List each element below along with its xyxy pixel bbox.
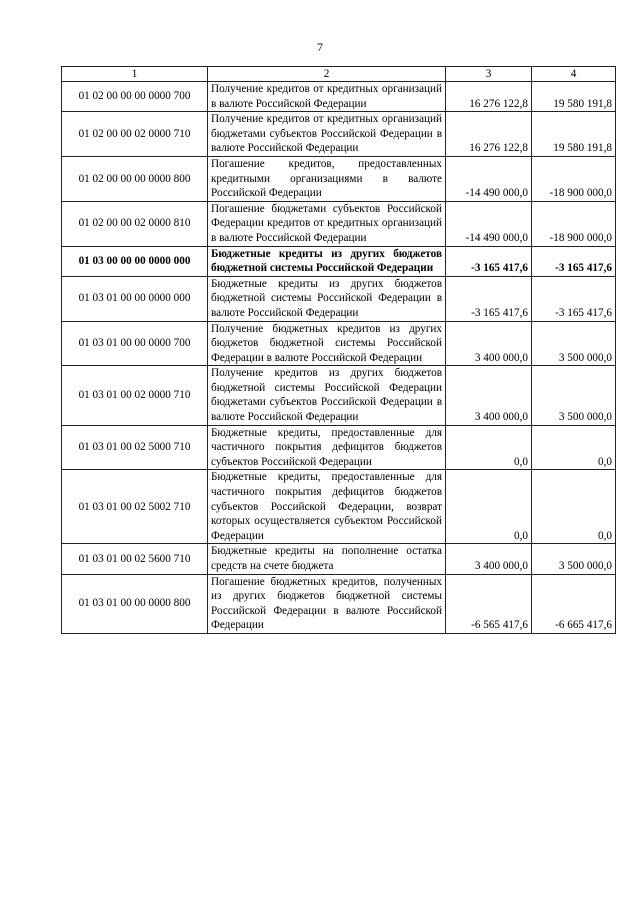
row-name: Получение кредитов из других бюджетов бюджетной системы Российской Федерации бюджетами субъектов Российской Федерации в валюте Российской Федерации — [208, 366, 446, 425]
row-name: Получение бюджетных кредитов из других бюджетов бюджетной системы Российской Федерации в валюте Российской Федерации — [208, 321, 446, 366]
row-name: Погашение кредитов, предоставленных кредитными организациями в валюте Российской Федерации — [208, 156, 446, 201]
row-value-3: -3 165 417,6 — [446, 246, 532, 276]
row-name: Бюджетные кредиты, предоставленные для частичного покрытия дефицитов бюджетов субъектов Российской Федерации, возврат которых осуществляется субъектом Российской Федерации — [208, 470, 446, 544]
table-row — [62, 112, 616, 157]
table-row — [62, 276, 616, 321]
row-value-4: 0,0 — [532, 425, 616, 470]
row-value-3: 16 276 122,8 — [446, 112, 532, 157]
row-value-4: -18 900 000,0 — [532, 156, 616, 201]
row-code: 01 03 01 00 00 0000 000 — [62, 276, 208, 321]
table-row — [62, 366, 616, 425]
row-code: 01 02 00 00 02 0000 810 — [62, 201, 208, 246]
table-row — [62, 470, 616, 544]
row-name: Бюджетные кредиты, предоставленные для частичного покрытия дефицитов бюджетов субъектов Российской Федерации — [208, 425, 446, 470]
row-value-3: -14 490 000,0 — [446, 156, 532, 201]
row-code: 01 03 01 00 02 0000 710 — [62, 366, 208, 425]
row-code: 01 03 01 00 02 5000 710 — [62, 425, 208, 470]
row-value-3: 3 400 000,0 — [446, 321, 532, 366]
table-row — [62, 544, 616, 574]
row-name: Получение кредитов от кредитных организаций в валюте Российской Федерации — [208, 82, 446, 112]
row-code: 01 03 01 00 02 5002 710 — [62, 470, 208, 544]
row-name: Погашение бюджетных кредитов, полученных из других бюджетов бюджетной системы Российской Федерации в валюте Российской Федерации — [208, 574, 446, 633]
row-value-4: -3 165 417,6 — [532, 246, 616, 276]
row-value-4: -3 165 417,6 — [532, 276, 616, 321]
row-code: 01 02 00 00 00 0000 700 — [62, 82, 208, 112]
row-value-3: -6 565 417,6 — [446, 574, 532, 633]
row-value-4: 19 580 191,8 — [532, 112, 616, 157]
page-number: 7 — [317, 40, 323, 54]
row-value-4: 3 500 000,0 — [532, 544, 616, 574]
row-value-4: 3 500 000,0 — [532, 366, 616, 425]
row-code: 01 02 00 00 02 0000 710 — [62, 112, 208, 157]
row-value-3: -14 490 000,0 — [446, 201, 532, 246]
row-code: 01 03 01 00 02 5600 710 — [62, 544, 208, 574]
row-value-3: 3 400 000,0 — [446, 544, 532, 574]
row-value-4: -18 900 000,0 — [532, 201, 616, 246]
row-value-3: 0,0 — [446, 425, 532, 470]
table-row — [62, 156, 616, 201]
row-name: Бюджетные кредиты на пополнение остатка средств на счете бюджета — [208, 544, 446, 574]
column-header-code: 1 — [62, 67, 208, 82]
column-header-value-3: 3 — [446, 67, 532, 82]
row-name: Получение кредитов от кредитных организаций бюджетами субъектов Российской Федерации в валюте Российской Федерации — [208, 112, 446, 157]
row-name: Погашение бюджетами субъектов Российской Федерации кредитов от кредитных организаций в валюте Российской Федерации — [208, 201, 446, 246]
table-row — [62, 246, 616, 276]
row-value-3: -3 165 417,6 — [446, 276, 532, 321]
column-header-value-4: 4 — [532, 67, 616, 82]
row-value-3: 0,0 — [446, 470, 532, 544]
row-code: 01 02 00 00 00 0000 800 — [62, 156, 208, 201]
row-value-4: 0,0 — [532, 470, 616, 544]
column-header-name: 2 — [208, 67, 446, 82]
row-value-4: -6 665 417,6 — [532, 574, 616, 633]
row-name: Бюджетные кредиты из других бюджетов бюджетной системы Российской Федерации в валюте Российской Федерации — [208, 276, 446, 321]
row-value-4: 3 500 000,0 — [532, 321, 616, 366]
row-value-4: 19 580 191,8 — [532, 82, 616, 112]
table-row — [62, 82, 616, 112]
table-row — [62, 425, 616, 470]
row-code: 01 03 01 00 00 0000 800 — [62, 574, 208, 633]
table-header-row — [62, 67, 616, 82]
table-row — [62, 574, 616, 633]
row-value-3: 3 400 000,0 — [446, 366, 532, 425]
table-row — [62, 321, 616, 366]
table-row — [62, 201, 616, 246]
row-value-3: 16 276 122,8 — [446, 82, 532, 112]
row-code: 01 03 00 00 00 0000 000 — [62, 246, 208, 276]
budget-sources-table — [61, 66, 616, 634]
row-code: 01 03 01 00 00 0000 700 — [62, 321, 208, 366]
row-name: Бюджетные кредиты из других бюджетов бюджетной системы Российской Федерации — [208, 246, 446, 276]
